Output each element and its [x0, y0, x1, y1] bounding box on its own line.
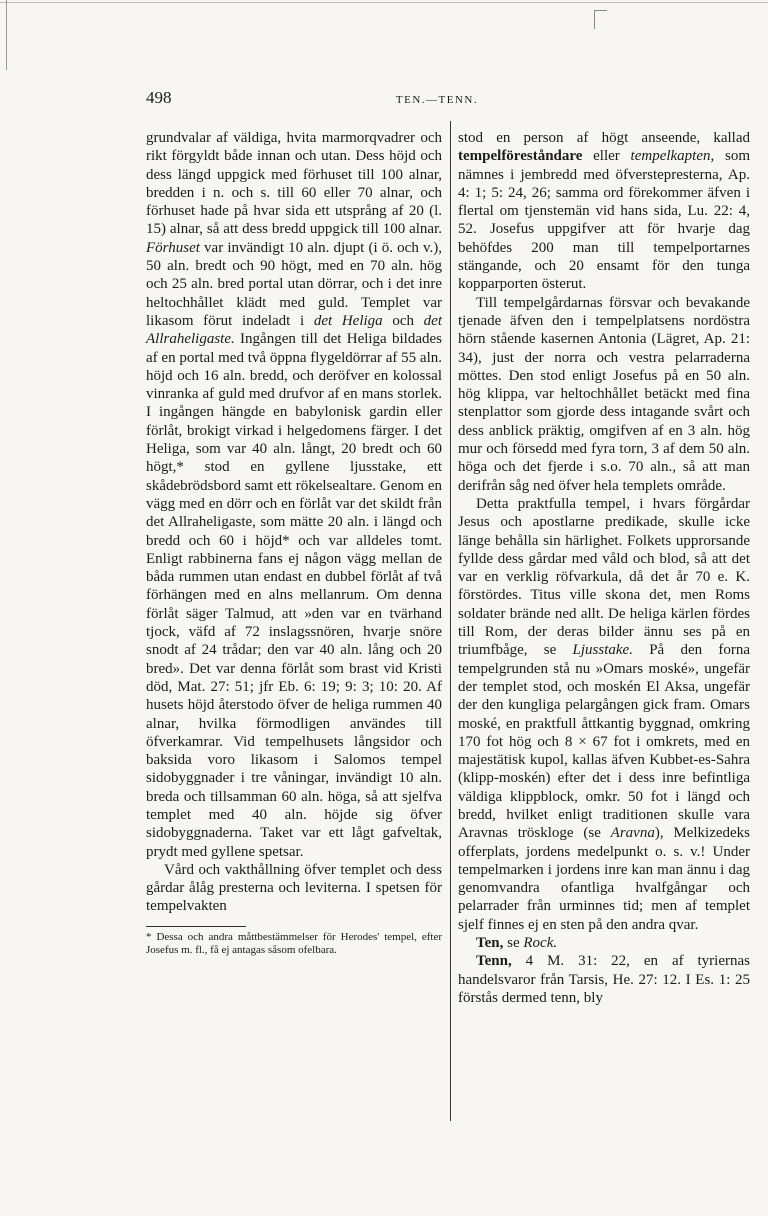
- page-number: 498: [146, 88, 172, 107]
- italic-term: tempelkapten,: [630, 148, 715, 165]
- italic-term: det Heliga: [313, 312, 383, 329]
- running-head: TEN.—TENN.: [395, 94, 479, 106]
- entry-ten: Ten, se Rock.: [476, 935, 558, 952]
- headword-ten: Ten,: [476, 935, 504, 952]
- italic-term: Ljusstake.: [572, 642, 633, 659]
- page-header: [146, 88, 728, 114]
- column-rule: [450, 121, 451, 1121]
- headword-tenn: Tenn,: [476, 953, 512, 970]
- right-column: [458, 129, 750, 1007]
- italic-term: det Allraheligaste.: [146, 312, 442, 348]
- scan-mark: [594, 10, 607, 29]
- scan-edge-top: [0, 0, 768, 3]
- right-paragraph-2: Till tempelgårdarnas försvar och bevakande tjenade äfven den i tempelplatsens nordöstra hörn stående kasernen Antonia (Lägret, Ap. 21: 34), just der norra och vestra pelarraderna möttes. Den stod enligt Josefus på en 50 aln. hög klippa, var heltochhållet betäckt med fina stenplattor som gjorde dess intagande svårt och dess anblick präktig, omgifven af en 3 aln. hög mur och försedd med fyra torn, 3 af dem 50 aln. höga och det fjerde i s.o. 70 aln., så att man derifrån såg ned öfver hela templets område.: [458, 294, 750, 494]
- text-columns: [146, 121, 752, 1201]
- right-paragraph-3: Detta praktfulla tempel, i hvars förgårdar Jesus och apostlarne predikade, skulle icke länge behålla sin härlighet. Folkets upprorsande fyllde dess gårdar med våld och blod, så att det var en verklig röfvarkula, då det år 70 e. K. förstördes. Titus ville skona det, men Roms soldater brände ned allt. De heliga kärlen fördes till Rom, der deras bilder ännu ses på en triumfbåge, se Ljusstake. På den forna tempelgrunden stå nu »Omars moské», ungefär der templet stod, och moskén El Aksa, ungefär der den kungliga pelargången gick fram. Omars moské, en praktfull åttkantig byggnad, omkring 170 fot hög och 8 × 67 fot i omkrets, med en majestätisk kupol, kallas äfven Kubbet-es-Sahra (klipp-moskén) efter det i dess inre befintliga väldiga klippblock, omkr. 50 fot i längd och bredd, hvilket enligt traditionen skulle vara Aravnas tröskloge (se Aravna), Melkizedeks offerplats, jordens medelpunkt o. s. v.! Under tempelmarken i jordens inre kan man ännu i dag genomvandra ofantliga hvalfgångar och pelarrader från urminnes tid; men af templet sjelf finnes ej en sten på den andra qvar.: [458, 495, 750, 933]
- bold-term: tempelföreståndare: [458, 148, 583, 165]
- left-paragraph-1: grundvalar af väldiga, hvita marmorqvadrer och rikt förgyldt både innan och utan. Dess höjd och dess längd uppgick med förhuset till 100 alnar, bredden i n. och s. till 60 eller 70 alnar, och förhuset hade på hvar sida ett utsprång af 20 (l. 15) alnar, så att dess bredd uppgick till 100 alnar. Förhuset var invändigt 10 aln. djupt (i ö. och v.), 50 aln. bredt och 90 högt, med en 70 aln. hög och 25 aln. bred portal utan dörrar, och i det inre heltochhållet klädt med guld. Templet var likasom förut indeladt i det Heliga och det Allraheligaste. Ingången till det Heliga bildades af en portal med två öppna flygeldörrar af 55 aln. höjd och 16 aln. bredd, och deröfver en kolossal vinranka af guld med drufvor af en mans storlek. I ingången hängde en babylonisk gardin eller förlåt, brokigt virkad i helgedomens färger. I det Heliga, som var 40 aln. långt, 20 bredt och 60 högt,* stod en gyllene ljusstake, ett skådebrödsbord samt ett rökelsealtare. Genom en vägg med en dörr och en förlåt var det skildt från det Allraheligaste, som mätte 20 aln. i längd och bredd och 60 i höjd* och var alldeles tomt. Enligt rabbinerna fans ej någon vägg mellan de båda rummen utan endast en dubbel förlåt af två förhängen med en alns mellanrum. Om denna förlåt säger Talmud, att »den var en tvärhand tjock, väfd af 72 inslagssnören, hvarje snöre snodt af 24 trådar; den var 40 aln. lång och 20 bred». Det var denna förlåt som brast vid Kristi död, Mat. 27: 51; jfr Eb. 6: 19; 9: 3; 10: 20. Af husets höjd återstodo öfver de heliga rummen 40 alnar, hvilka förmodligen användes till öfverkamrar. Vid tempelhusets långsidor och baksida voro likasom i Salomos tempel sidobyggnader i tre våningar, invändigt 10 aln. breda och tillsamman 60 aln. höga, så att sjelfva templet med 40 aln. höjde sig öfver sidobyggnaderna. Taket var ett lågt gafveltak, prydt med gyllene spetsar.: [146, 130, 442, 860]
- italic-term: Förhuset: [146, 239, 200, 256]
- italic-term: Aravna: [610, 825, 655, 842]
- footnote-rule: [146, 926, 246, 927]
- entry-tenn: Tenn, 4 M. 31: 22, en af tyriernas handelsvaror från Tarsis, He. 27: 12. I Es. 1: 25 förstås dermed tenn, bly: [458, 953, 750, 1006]
- left-paragraph-2: Vård och vakthållning öfver templet och dess gårdar ålåg presterna och leviterna. I spetsen för tempelvakten: [146, 861, 442, 915]
- right-paragraph-1: stod en person af högt anseende, kallad tempelföreståndare eller tempelkapten, som nämnes i jembredd med öfverstepresterna, Ap. 4: 1; 5: 24, 26; samma ord förekommer äfven i flertal om tjenstemän vid hans sida, Lu. 22: 4, 52. Josefus uppgifver att för hvarje dag behöfdes 200 man till tempelportarnes stängande, och 20 ensamt för den tunga kopparporten österut.: [458, 130, 750, 293]
- scan-edge-left: [6, 0, 7, 70]
- left-column: [146, 129, 442, 957]
- cross-reference: Rock.: [523, 935, 558, 952]
- footnote: * Dessa och andra måttbestämmelser för Herodes' tempel, efter Josefus m. fl., få ej antagas såsom ofelbara.: [146, 930, 442, 956]
